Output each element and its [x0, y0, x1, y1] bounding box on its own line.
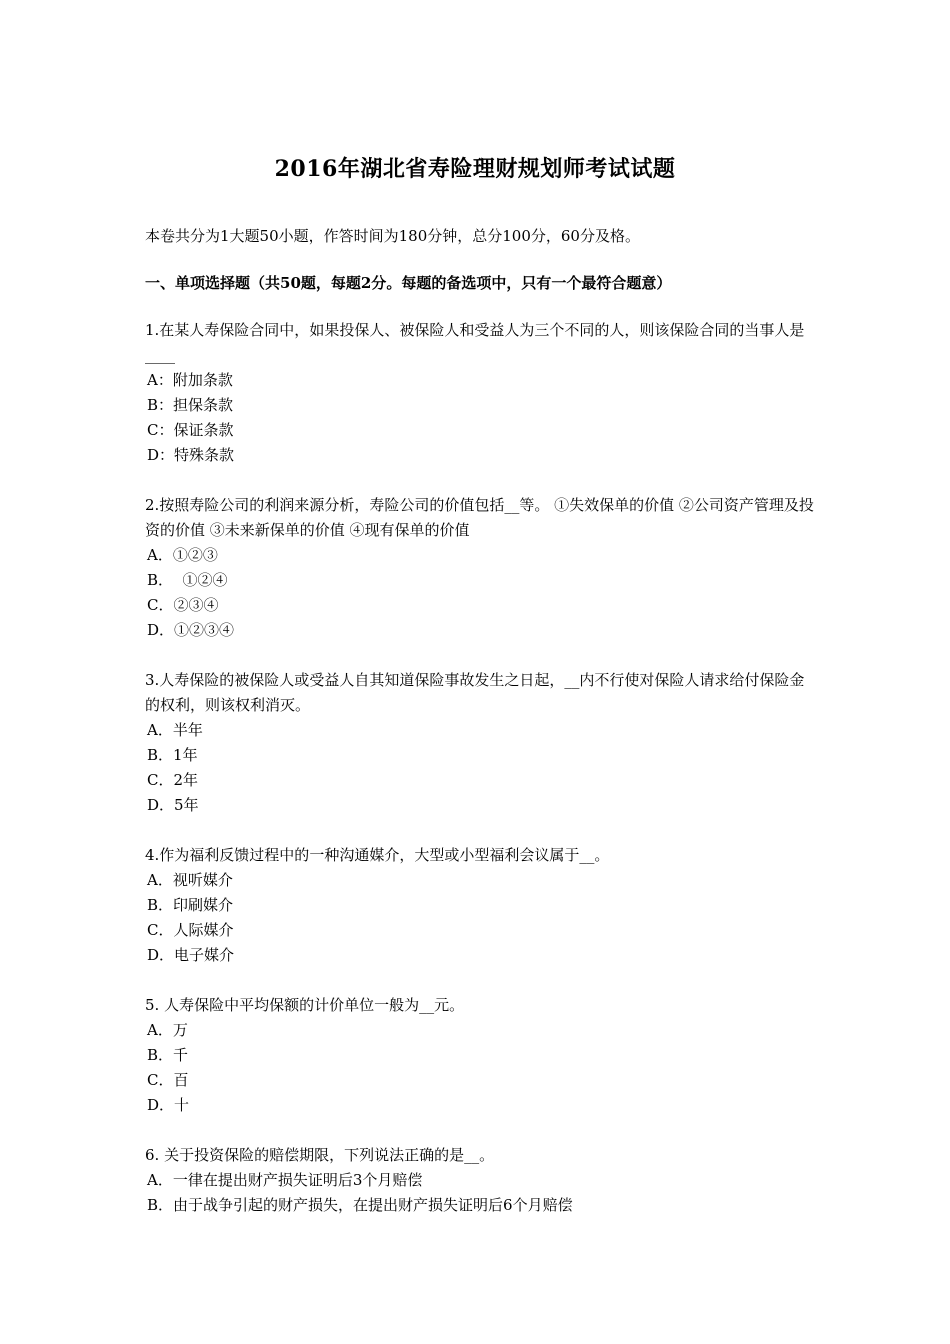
document-body — [145, 224, 815, 1243]
question-stem: 5. 人寿保险中平均保额的计价单位一般为__元。 — [145, 996, 465, 1014]
option-b: B：担保条款 — [147, 396, 234, 414]
option-c: C．2年 — [147, 771, 199, 789]
question-stem: 4.作为福利反馈过程中的一种沟通媒介，大型或小型福利会议属于__。 — [145, 846, 610, 864]
option-d: D．①②③④ — [147, 621, 235, 639]
question-stem: 6. 关于投资保险的赔偿期限，下列说法正确的是__。 — [145, 1146, 495, 1164]
question-4 — [145, 843, 815, 968]
question-3 — [145, 668, 815, 818]
option-b: B．千 — [147, 1046, 189, 1064]
exam-intro: 本卷共分为1大题50小题，作答时间为180分钟，总分100分，60分及格。 — [145, 227, 640, 245]
option-d: D：特殊条款 — [147, 446, 235, 464]
document-title: 2016年湖北省寿险理财规划师考试试题 — [274, 156, 676, 182]
option-a: A．万 — [147, 1021, 188, 1039]
section-heading: 一、单项选择题（共50题，每题2分。每题的备选项中，只有一个最符合题意） — [145, 274, 672, 292]
option-b: B． ①②④ — [147, 571, 228, 589]
option-c: C：保证条款 — [147, 421, 234, 439]
option-b: B．印刷媒介 — [147, 896, 234, 914]
option-d: D．电子媒介 — [147, 946, 235, 964]
question-1 — [145, 318, 815, 468]
option-a: A．视听媒介 — [147, 871, 233, 889]
question-stem: 2.按照寿险公司的利润来源分析，寿险公司的价值包括__等。 ①失效保单的价值 ②公司资产管理及投资的价值 ③未来新保单的价值 ④现有保单的价值 — [145, 496, 814, 539]
option-d: D．5年 — [147, 796, 199, 814]
question-2 — [145, 493, 815, 643]
option-d: D．十 — [147, 1096, 190, 1114]
option-b: B．1年 — [147, 746, 198, 764]
question-6 — [145, 1143, 815, 1218]
question-5 — [145, 993, 815, 1118]
option-c: C．②③④ — [147, 596, 219, 614]
option-b: B．由于战争引起的财产损失，在提出财产损失证明后6个月赔偿 — [147, 1196, 573, 1214]
option-a: A：附加条款 — [147, 371, 233, 389]
option-a: A．一律在提出财产损失证明后3个月赔偿 — [147, 1171, 423, 1189]
option-a: A．①②③ — [147, 546, 218, 564]
option-c: C．百 — [147, 1071, 189, 1089]
option-c: C．人际媒介 — [147, 921, 234, 939]
question-stem: 1.在某人寿保险合同中，如果投保人、被保险人和受益人为三个不同的人，则该保险合同的当事人是____ — [145, 321, 805, 364]
question-stem: 3.人寿保险的被保险人或受益人自其知道保险事故发生之日起，__内不行使对保险人请求给付保险金的权利，则该权利消灭。 — [145, 671, 805, 714]
option-a: A．半年 — [147, 721, 203, 739]
